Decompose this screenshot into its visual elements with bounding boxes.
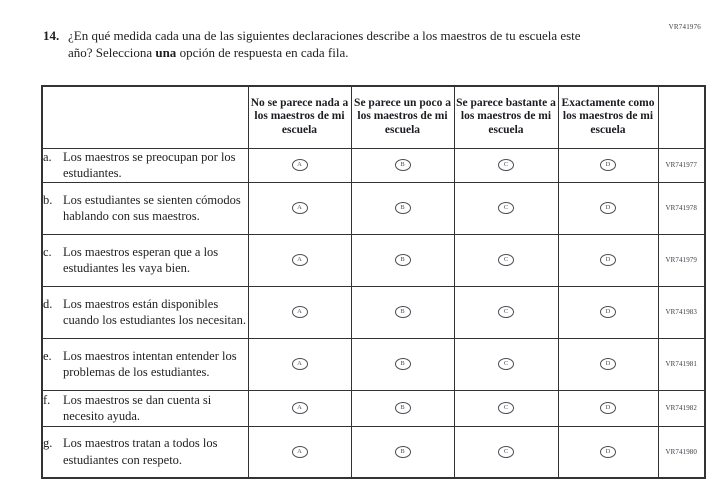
table-row-e — [42, 338, 705, 390]
row-letter: g. — [43, 436, 53, 451]
row-letter: b. — [43, 192, 53, 207]
option-bubble-d[interactable]: D — [600, 254, 616, 266]
question-bold-word: una — [155, 44, 177, 60]
column-header-quite-a-bit: Se parece bastante a los maestros de mi escuela — [454, 86, 558, 148]
question-text-before: ¿En qué medida cada una de las siguientes declaraciones describe a los maestros de tu escuela este año? Selecciona — [68, 28, 581, 60]
option-bubble-d[interactable]: D — [600, 358, 616, 370]
option-cell — [558, 426, 658, 478]
option-bubble-a[interactable]: A — [292, 202, 308, 214]
row-statement: Los maestros intentan entender los problemas de los estudiantes. — [63, 348, 237, 379]
statement-cell — [42, 182, 248, 234]
row-statement: Los maestros se preocupan por los estudiantes. — [63, 149, 236, 180]
question-text-after: opción de respuesta en cada fila. — [176, 44, 349, 60]
column-header-not-at-all: No se parece nada a los maestros de mi escuela — [248, 86, 351, 148]
option-bubble-a[interactable]: A — [292, 446, 308, 458]
page-accession-code: VR741976 — [668, 23, 701, 31]
option-bubble-d[interactable]: D — [600, 446, 616, 458]
option-cell — [351, 338, 454, 390]
row-letter: c. — [43, 244, 52, 259]
option-cell — [558, 286, 658, 338]
option-bubble-c[interactable]: C — [498, 402, 514, 414]
table-row-a — [42, 148, 705, 182]
statement-cell — [42, 286, 248, 338]
option-bubble-b[interactable]: B — [395, 159, 411, 171]
table-row-d — [42, 286, 705, 338]
option-cell — [454, 426, 558, 478]
question-number: 14. — [43, 28, 60, 43]
option-cell — [248, 148, 351, 182]
row-statement: Los maestros están disponibles cuando los estudiantes los necesitan. — [63, 296, 246, 327]
row-statement: Los estudiantes se sienten cómodos hablando con sus maestros. — [63, 192, 241, 223]
option-cell — [248, 286, 351, 338]
table-row-f — [42, 390, 705, 426]
row-statement: Los maestros esperan que a los estudiantes les vaya bien. — [63, 244, 219, 275]
option-bubble-b[interactable]: B — [395, 202, 411, 214]
option-cell — [454, 390, 558, 426]
row-statement: Los maestros tratan a todos los estudiantes con respeto. — [63, 436, 218, 467]
row-letter: e. — [43, 348, 52, 363]
row-accession-code: VR741978 — [658, 182, 705, 234]
option-cell — [558, 390, 658, 426]
column-header-exactly: Exactamente como los maestros de mi escuela — [558, 86, 658, 148]
row-accession-code: VR741982 — [658, 390, 705, 426]
option-bubble-d[interactable]: D — [600, 306, 616, 318]
option-cell — [558, 148, 658, 182]
option-bubble-b[interactable]: B — [395, 446, 411, 458]
option-bubble-c[interactable]: C — [498, 202, 514, 214]
statement-cell — [42, 426, 248, 478]
option-cell — [248, 338, 351, 390]
statement-cell — [42, 148, 248, 182]
option-bubble-c[interactable]: C — [498, 306, 514, 318]
option-cell — [558, 182, 658, 234]
option-cell — [248, 182, 351, 234]
option-cell — [454, 148, 558, 182]
option-cell — [248, 426, 351, 478]
question-text — [68, 28, 588, 62]
option-bubble-c[interactable]: C — [498, 446, 514, 458]
row-letter: d. — [43, 296, 53, 311]
option-bubble-c[interactable]: C — [498, 159, 514, 171]
option-bubble-b[interactable]: B — [395, 358, 411, 370]
row-accession-code: VR741981 — [658, 338, 705, 390]
row-letter: f. — [43, 392, 51, 407]
option-bubble-c[interactable]: C — [498, 254, 514, 266]
option-cell — [351, 234, 454, 286]
option-bubble-b[interactable]: B — [395, 402, 411, 414]
option-cell — [454, 182, 558, 234]
option-bubble-d[interactable]: D — [600, 202, 616, 214]
option-cell — [351, 390, 454, 426]
row-accession-code: VR741983 — [658, 286, 705, 338]
statement-cell — [42, 234, 248, 286]
statement-column-header — [42, 86, 248, 148]
option-bubble-b[interactable]: B — [395, 306, 411, 318]
option-cell — [454, 234, 558, 286]
option-bubble-a[interactable]: A — [292, 358, 308, 370]
table-row-g — [42, 426, 705, 478]
option-cell — [351, 426, 454, 478]
option-cell — [351, 286, 454, 338]
option-bubble-d[interactable]: D — [600, 159, 616, 171]
option-bubble-a[interactable]: A — [292, 306, 308, 318]
row-letter: a. — [43, 149, 52, 164]
table-row-c — [42, 234, 705, 286]
column-header-a-little: Se parece un poco a los maestros de mi escuela — [351, 86, 454, 148]
row-accession-code: VR741979 — [658, 234, 705, 286]
row-accession-code: VR741977 — [658, 148, 705, 182]
question-14 — [43, 28, 598, 62]
row-accession-code: VR741980 — [658, 426, 705, 478]
statement-cell — [42, 390, 248, 426]
option-cell — [351, 148, 454, 182]
option-cell — [351, 182, 454, 234]
code-column-header — [658, 86, 705, 148]
option-cell — [454, 338, 558, 390]
option-cell — [454, 286, 558, 338]
option-bubble-b[interactable]: B — [395, 254, 411, 266]
statement-cell — [42, 338, 248, 390]
option-bubble-a[interactable]: A — [292, 159, 308, 171]
option-cell — [248, 234, 351, 286]
row-statement: Los maestros se dan cuenta si necesito ayuda. — [63, 392, 212, 423]
option-cell — [558, 338, 658, 390]
option-bubble-a[interactable]: A — [292, 402, 308, 414]
option-cell — [558, 234, 658, 286]
option-bubble-c[interactable]: C — [498, 358, 514, 370]
response-matrix-table — [41, 85, 706, 479]
option-cell — [248, 390, 351, 426]
option-bubble-d[interactable]: D — [600, 402, 616, 414]
header-row — [42, 86, 705, 148]
option-bubble-a[interactable]: A — [292, 254, 308, 266]
table-row-b — [42, 182, 705, 234]
